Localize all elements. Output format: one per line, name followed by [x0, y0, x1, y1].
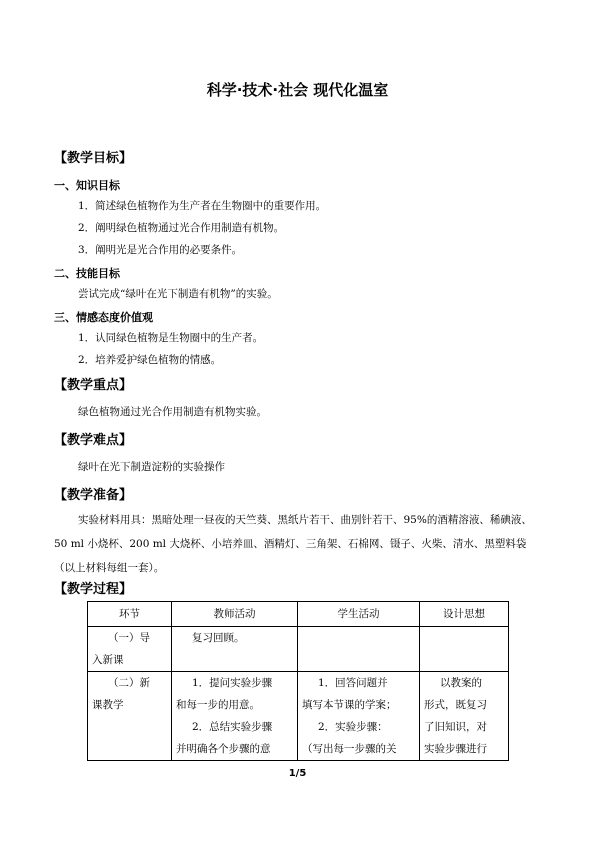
skill-item: 尝试完成“绿叶在光下制造有机物”的实验。 [78, 288, 278, 300]
knowledge-item: 2．阐明绿色植物通过光合作用制造有机物。 [78, 222, 285, 234]
difficulties-text: 绿叶在光下制造淀粉的实验操作 [78, 461, 225, 473]
cell-line: 1．提问实验步骤 [192, 677, 273, 689]
key-points-text: 绿色植物通过光合作用制造有机物实验。 [78, 406, 267, 418]
cell-line: （写出每一步骤的关 [302, 743, 397, 755]
subheading-knowledge: 一、知识目标 [54, 179, 120, 192]
section-heading-preparation: 【教学准备】 [54, 488, 133, 503]
cell-line: 并明确各个步骤的意 [176, 743, 271, 755]
preparation-text: 实验材料用具：黑暗处理一昼夜的天竺葵、黑纸片若干、曲别针若干、95%的酒精溶液、稀碘液、50 ml 小烧杯、200 ml 大烧杯、小培养皿、酒精灯、三角架、石棉网、镊子、火柴、清水、黑塑料袋（以上材料每组一套）。 [54, 514, 532, 574]
knowledge-item: 3．阐明光是光合作用的必要条件。 [78, 244, 243, 256]
table-row [88, 627, 509, 672]
student-cell [298, 627, 420, 672]
subheading-emotion: 三、情感态度价值观 [54, 311, 153, 324]
cell-line: 实验步骤进行 [424, 743, 487, 755]
section-heading-goals: 【教学目标】 [54, 151, 133, 166]
column-header-design: 设计思想 [420, 602, 509, 627]
teacher-cell [172, 627, 298, 672]
section-heading-difficulties: 【教学难点】 [54, 433, 133, 448]
table-header-row [88, 602, 509, 627]
cell-line: 形式，既复习 [424, 699, 487, 711]
table-row [88, 672, 509, 761]
cell-line: 复习回顾。 [192, 632, 245, 644]
section-heading-process: 【教学过程】 [54, 582, 133, 597]
document-title: 科学·技术·社会 现代化温室 [206, 81, 389, 99]
student-cell [298, 672, 420, 761]
design-cell [420, 672, 509, 761]
emotion-item: 2．培养爱护绿色植物的情感。 [78, 354, 222, 366]
design-cell [420, 627, 509, 672]
stage-cell [88, 627, 172, 672]
stage-cell [88, 672, 172, 761]
cell-line: 1．回答问题并 [318, 677, 388, 689]
subheading-skill: 二、技能目标 [54, 267, 120, 280]
cell-line: 了旧知识，对 [424, 721, 487, 733]
cell-line: （一）导 [108, 632, 150, 644]
knowledge-item: 1．简述绿色植物作为生产者在生物圈中的重要作用。 [78, 200, 327, 212]
cell-line: 2．总结实验步骤 [192, 721, 273, 733]
cell-line: 入新课 [92, 654, 124, 666]
column-header-stage: 环节 [88, 602, 172, 627]
section-heading-key-points: 【教学重点】 [54, 378, 133, 393]
emotion-item: 1．认同绿色植物是生物圈中的生产者。 [78, 332, 264, 344]
cell-line: 课教学 [92, 699, 124, 711]
cell-line: 和每一步的用意。 [176, 699, 260, 711]
teacher-cell [172, 672, 298, 761]
column-header-teacher: 教师活动 [172, 602, 298, 627]
cell-line: 以教案的 [440, 677, 482, 689]
page-number: 1/5 [288, 768, 307, 779]
process-table [87, 601, 509, 761]
cell-line: 填写本节课的学案； [302, 699, 397, 711]
cell-line: （二）新 [108, 677, 150, 689]
cell-line: 2．实验步骤： [318, 721, 388, 733]
column-header-student: 学生活动 [298, 602, 420, 627]
